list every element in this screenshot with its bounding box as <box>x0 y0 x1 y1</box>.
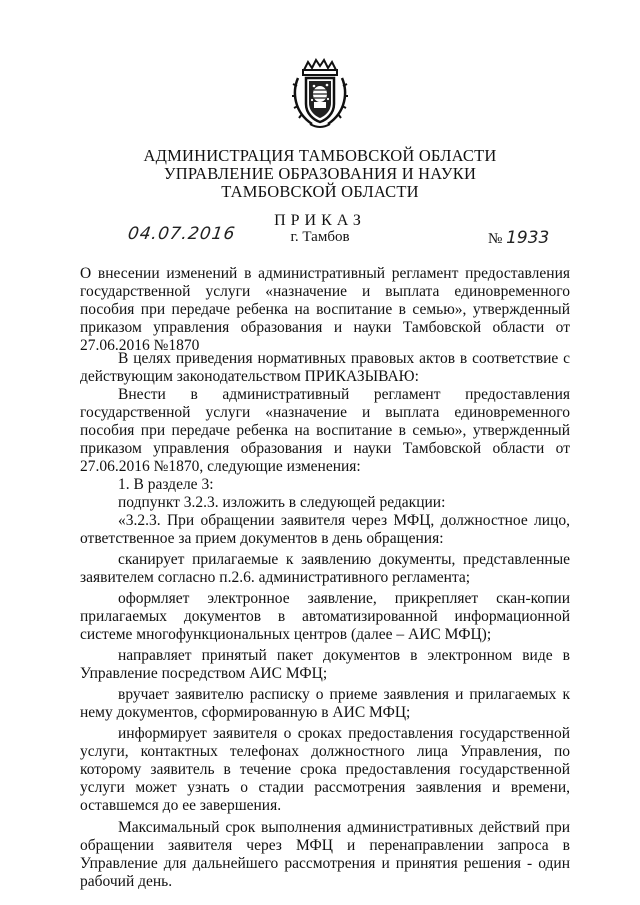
paragraph: информирует заявителя о сроках предоставления государственной услуги, контактных телефонах должностного лица Управления, по которому заявитель в течение срока предоставления государственной услуги может узнать о стадии рассмотрения заявления и времени, оставшемся до ее завершения. <box>80 725 570 814</box>
org-name-line1: АДМИНИСТРАЦИЯ ТАМБОВСКОЙ ОБЛАСТИ <box>143 146 497 165</box>
paragraph: Максимальный срок выполнения административных действий при обращении заявителя через МФЦ и перенаправлении запроса в Управление для дальнейшего рассмотрения и принятия решения - один рабочий день. <box>80 819 570 890</box>
number-label: № <box>488 231 503 247</box>
coat-of-arms-icon <box>290 58 350 130</box>
document-date-handwritten: 04.07.2016 <box>126 224 237 244</box>
document-number <box>488 228 549 248</box>
document-type-title: ПРИКАЗ <box>274 212 366 229</box>
paragraph: В целях приведения нормативных правовых актов в соответствие с действующим законодательством ПРИКАЗЫВАЮ: <box>80 350 570 385</box>
paragraph: вручает заявителю расписку о приеме заявления и прилагаемых к нему документов, сформированную в АИС МФЦ; <box>80 686 570 721</box>
paragraph: оформляет электронное заявление, прикрепляет скан-копии прилагаемых документов в автоматизированной информационной системе многофункциональных центров (далее – АИС МФЦ); <box>80 590 570 643</box>
document-body <box>80 350 570 891</box>
paragraph: направляет принятый пакет документов в электронном виде в Управление посредством АИС МФЦ; <box>80 647 570 682</box>
document-subject: О внесении изменений в административный регламент предоставления государственной услуги «назначение и выплата единовременного пособия при передаче ребенка на воспитание в семью», утвержденный приказом управления образования и науки Тамбовской области от 27.06.2016 №1870 <box>80 265 570 354</box>
paragraph: подпункт 3.2.3. изложить в следующей редакции: <box>118 494 446 511</box>
document-city: г. Тамбов <box>290 229 350 245</box>
paragraph: Внести в административный регламент предоставления государственной услуги «назначение и выплата единовременного пособия при передаче ребенка на воспитание в семью», утвержденный приказом управления образования и науки Тамбовской области от 27.06.2016 №1870, следующие изменения: <box>80 386 570 475</box>
org-name-line3: ТАМБОВСКОЙ ОБЛАСТИ <box>221 182 419 201</box>
paragraph: 1. В разделе 3: <box>118 476 214 493</box>
paragraph: «3.2.3. При обращении заявителя через МФЦ, должностное лицо, ответственное за прием документов в день обращения: <box>80 512 570 547</box>
paragraph: сканирует прилагаемые к заявлению документы, представленные заявителем согласно п.2.6. административного регламента; <box>80 551 570 586</box>
org-name-line2: УПРАВЛЕНИЕ ОБРАЗОВАНИЯ И НАУКИ <box>163 164 477 183</box>
number-value-handwritten: 1933 <box>506 228 550 248</box>
